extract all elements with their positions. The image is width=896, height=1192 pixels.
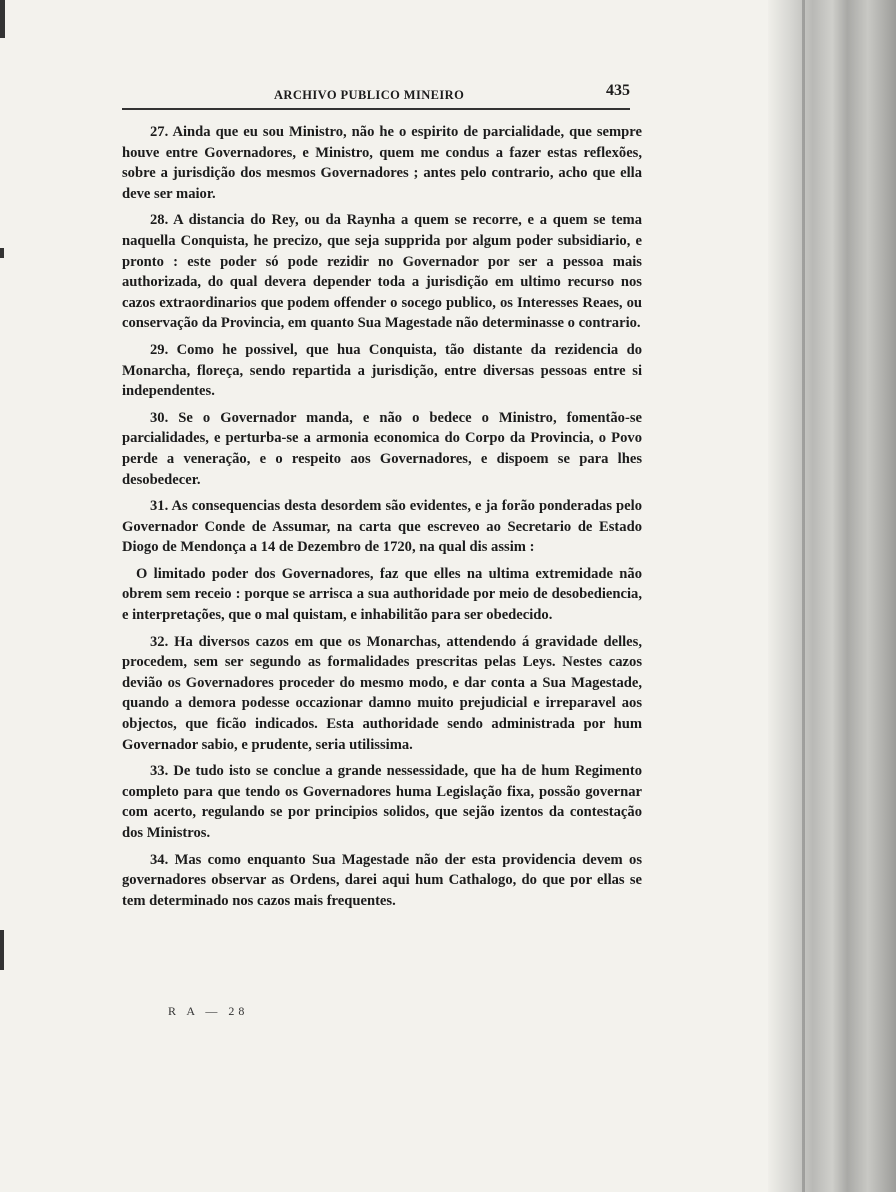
- paragraph-32: 32. Ha diversos cazos em que os Monarchas, attendendo á gravidade delles, procedem, sem ser segundo as formalidades prescritas pelas Leys. Nestes cazos devião os Governadores proceder do mesmo modo, e dar conta a Sua Magestade, quando a demora podesse occazionar damno muito prejudicial e irreparavel aos objectos, que ficão indicados. Esta authoridade sendo administrada por hum Governador sabio, e prudente, seria utilissima.: [122, 633, 642, 753]
- scan-edge-strip: [768, 0, 896, 1192]
- scan-margin-mark: [0, 248, 4, 258]
- paragraph-33: 33. De tudo isto se conclue a grande nessessidade, que ha de hum Regimento completo para que tendo os Governadores huma Legislação fixa, possão governar com acerto, regulando se por principios solidos, que sejão izentos da contestação dos Ministros.: [122, 763, 642, 841]
- header-rule: [122, 108, 630, 110]
- paragraph-34: 34. Mas como enquanto Sua Magestade não der esta providencia devem os governadores observar as Ordens, darei aqui hum Cathalogo, do que por ellas se tem determinado nos cazos mais frequentes.: [122, 851, 642, 909]
- printer-signature-mark: R A — 28: [168, 1004, 249, 1018]
- scan-margin-mark: [0, 0, 5, 38]
- paragraph-31: 31. As consequencias desta desordem são evidentes, e ja forão ponderadas pelo Governador Conde de Assumar, na carta que escreveo ao Secretario de Estado Diogo de Mendonça a 14 de Dezembro de 1720, na qual dis assim :: [122, 498, 642, 556]
- paragraph-30: 30. Se o Governador manda, e não o bedece o Ministro, fomentão-se parcialidades, e perturba-se a armonia economica do Corpo da Provincia, o Povo perde a veneração, e o respeito aos Governadores, e dispoem se para lhes desobedecer.: [122, 409, 642, 488]
- scan-margin-mark: [0, 930, 4, 970]
- page-number: 435: [606, 82, 630, 99]
- paragraph-28: 28. A distancia do Rey, ou da Raynha a quem se recorre, e a quem se tema naquella Conquista, he precizo, que seja supprida por algum poder subsidiario, e pronto : este poder só pode rezidir no Governador por ser a pessoa mais authorizada, do qual devera depender toda a jurisdição em ultimo recurso nos cazos extraordinarios que podem offender o socego publico, os Interesses Reaes, ou conservação da Provincia, em quanto Sua Magestade não determinasse o contrario.: [122, 212, 642, 332]
- quoted-letter: O limitado poder dos Governadores, faz que elles na ultima extremidade não obrem sem receio : porque se arrisca a sua authoridade por meio de desobediencia, e interpretações, que o mal quistam, e inhabilitão para ser obedecido.: [122, 565, 642, 624]
- paragraph-29: 29. Como he possivel, que hua Conquista, tão distante da rezidencia do Monarcha, floreça, sendo repartida a jurisdição, entre diversas pessoas entre si independentes.: [122, 341, 642, 400]
- paragraph-27: 27. Ainda que eu sou Ministro, não he o espirito de parcialidade, que sempre houve entre Governadores, e Ministro, quem me condus a fazer estas reflexões, sobre a jurisdição dos mesmos Governadores ; antes pelo contrario, acho que ella deve ser maior.: [122, 124, 642, 202]
- body-text: [122, 122, 642, 917]
- running-title: ARCHIVO PUBLICO MINEIRO: [274, 88, 465, 102]
- page-header: [122, 82, 630, 108]
